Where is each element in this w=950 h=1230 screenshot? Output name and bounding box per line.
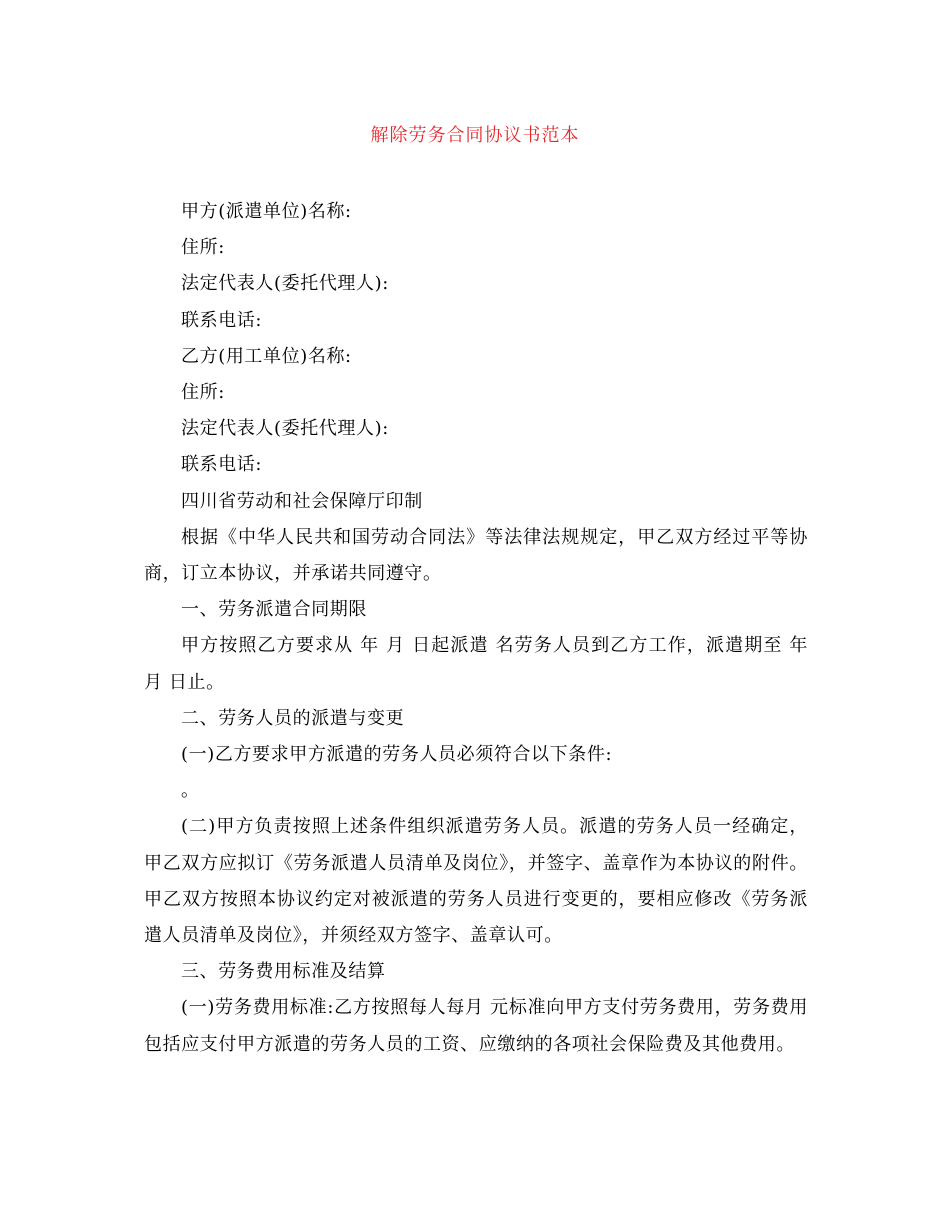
section-heading-3: 三、劳务费用标准及结算 [181, 961, 386, 983]
party-b-representative-line: 法定代表人(委托代理人): [181, 418, 389, 440]
printer-line: 四川省劳动和社会保障厅印制 [181, 490, 423, 512]
party-a-name-line: 甲方(派遣单位)名称: [181, 201, 352, 222]
party-a-address-line: 住所: [181, 237, 225, 259]
clause-2-1-blank: 。 [181, 780, 200, 802]
clause-3-1: (一)劳务费用标准:乙方按照每人每月 元标准向甲方支付劳务费用，劳务费用包括应支付甲方派遣的劳务人员的工资、应缴纳的各项社会保险费及其他费用。 [144, 997, 808, 1055]
party-b-address-line: 住所: [181, 382, 225, 404]
party-b-name-line: 乙方(用工单位)名称: [181, 345, 352, 367]
section-heading-2: 二、劳务人员的派遣与变更 [181, 707, 405, 729]
party-a-representative-line: 法定代表人(委托代理人): [181, 273, 389, 295]
party-a-phone-line: 联系电话: [181, 309, 263, 331]
document-body [144, 194, 808, 1063]
section-heading-1: 一、劳务派遣合同期限 [181, 599, 367, 621]
clause-2-1: (一)乙方要求甲方派遣的劳务人员必须符合以下条件: [181, 744, 613, 766]
document-title: 解除劳务合同协议书范本 [370, 125, 580, 146]
dispatch-term-paragraph: 甲方按照乙方要求从 年 月 日起派遣 名劳务人员到乙方工作，派遣期至 年 月 日止。 [144, 635, 808, 693]
party-b-phone-line: 联系电话: [181, 454, 263, 476]
preamble-paragraph: 根据《中华人民共和国劳动合同法》等法律法规规定，甲乙双方经过平等协商，订立本协议，并承诺共同遵守。 [144, 526, 808, 585]
clause-2-2: (二)甲方负责按照上述条件组织派遣劳务人员。派遣的劳务人员一经确定，甲乙双方应拟订《劳务派遣人员清单及岗位》，并签字、盖章作为本协议的附件。甲乙双方按照本协议约定对被派遣的劳务人员进行变更的，要相应修改《劳务派遣人员清单及岗位》，并须经双方签字、盖章认可。 [144, 816, 808, 947]
